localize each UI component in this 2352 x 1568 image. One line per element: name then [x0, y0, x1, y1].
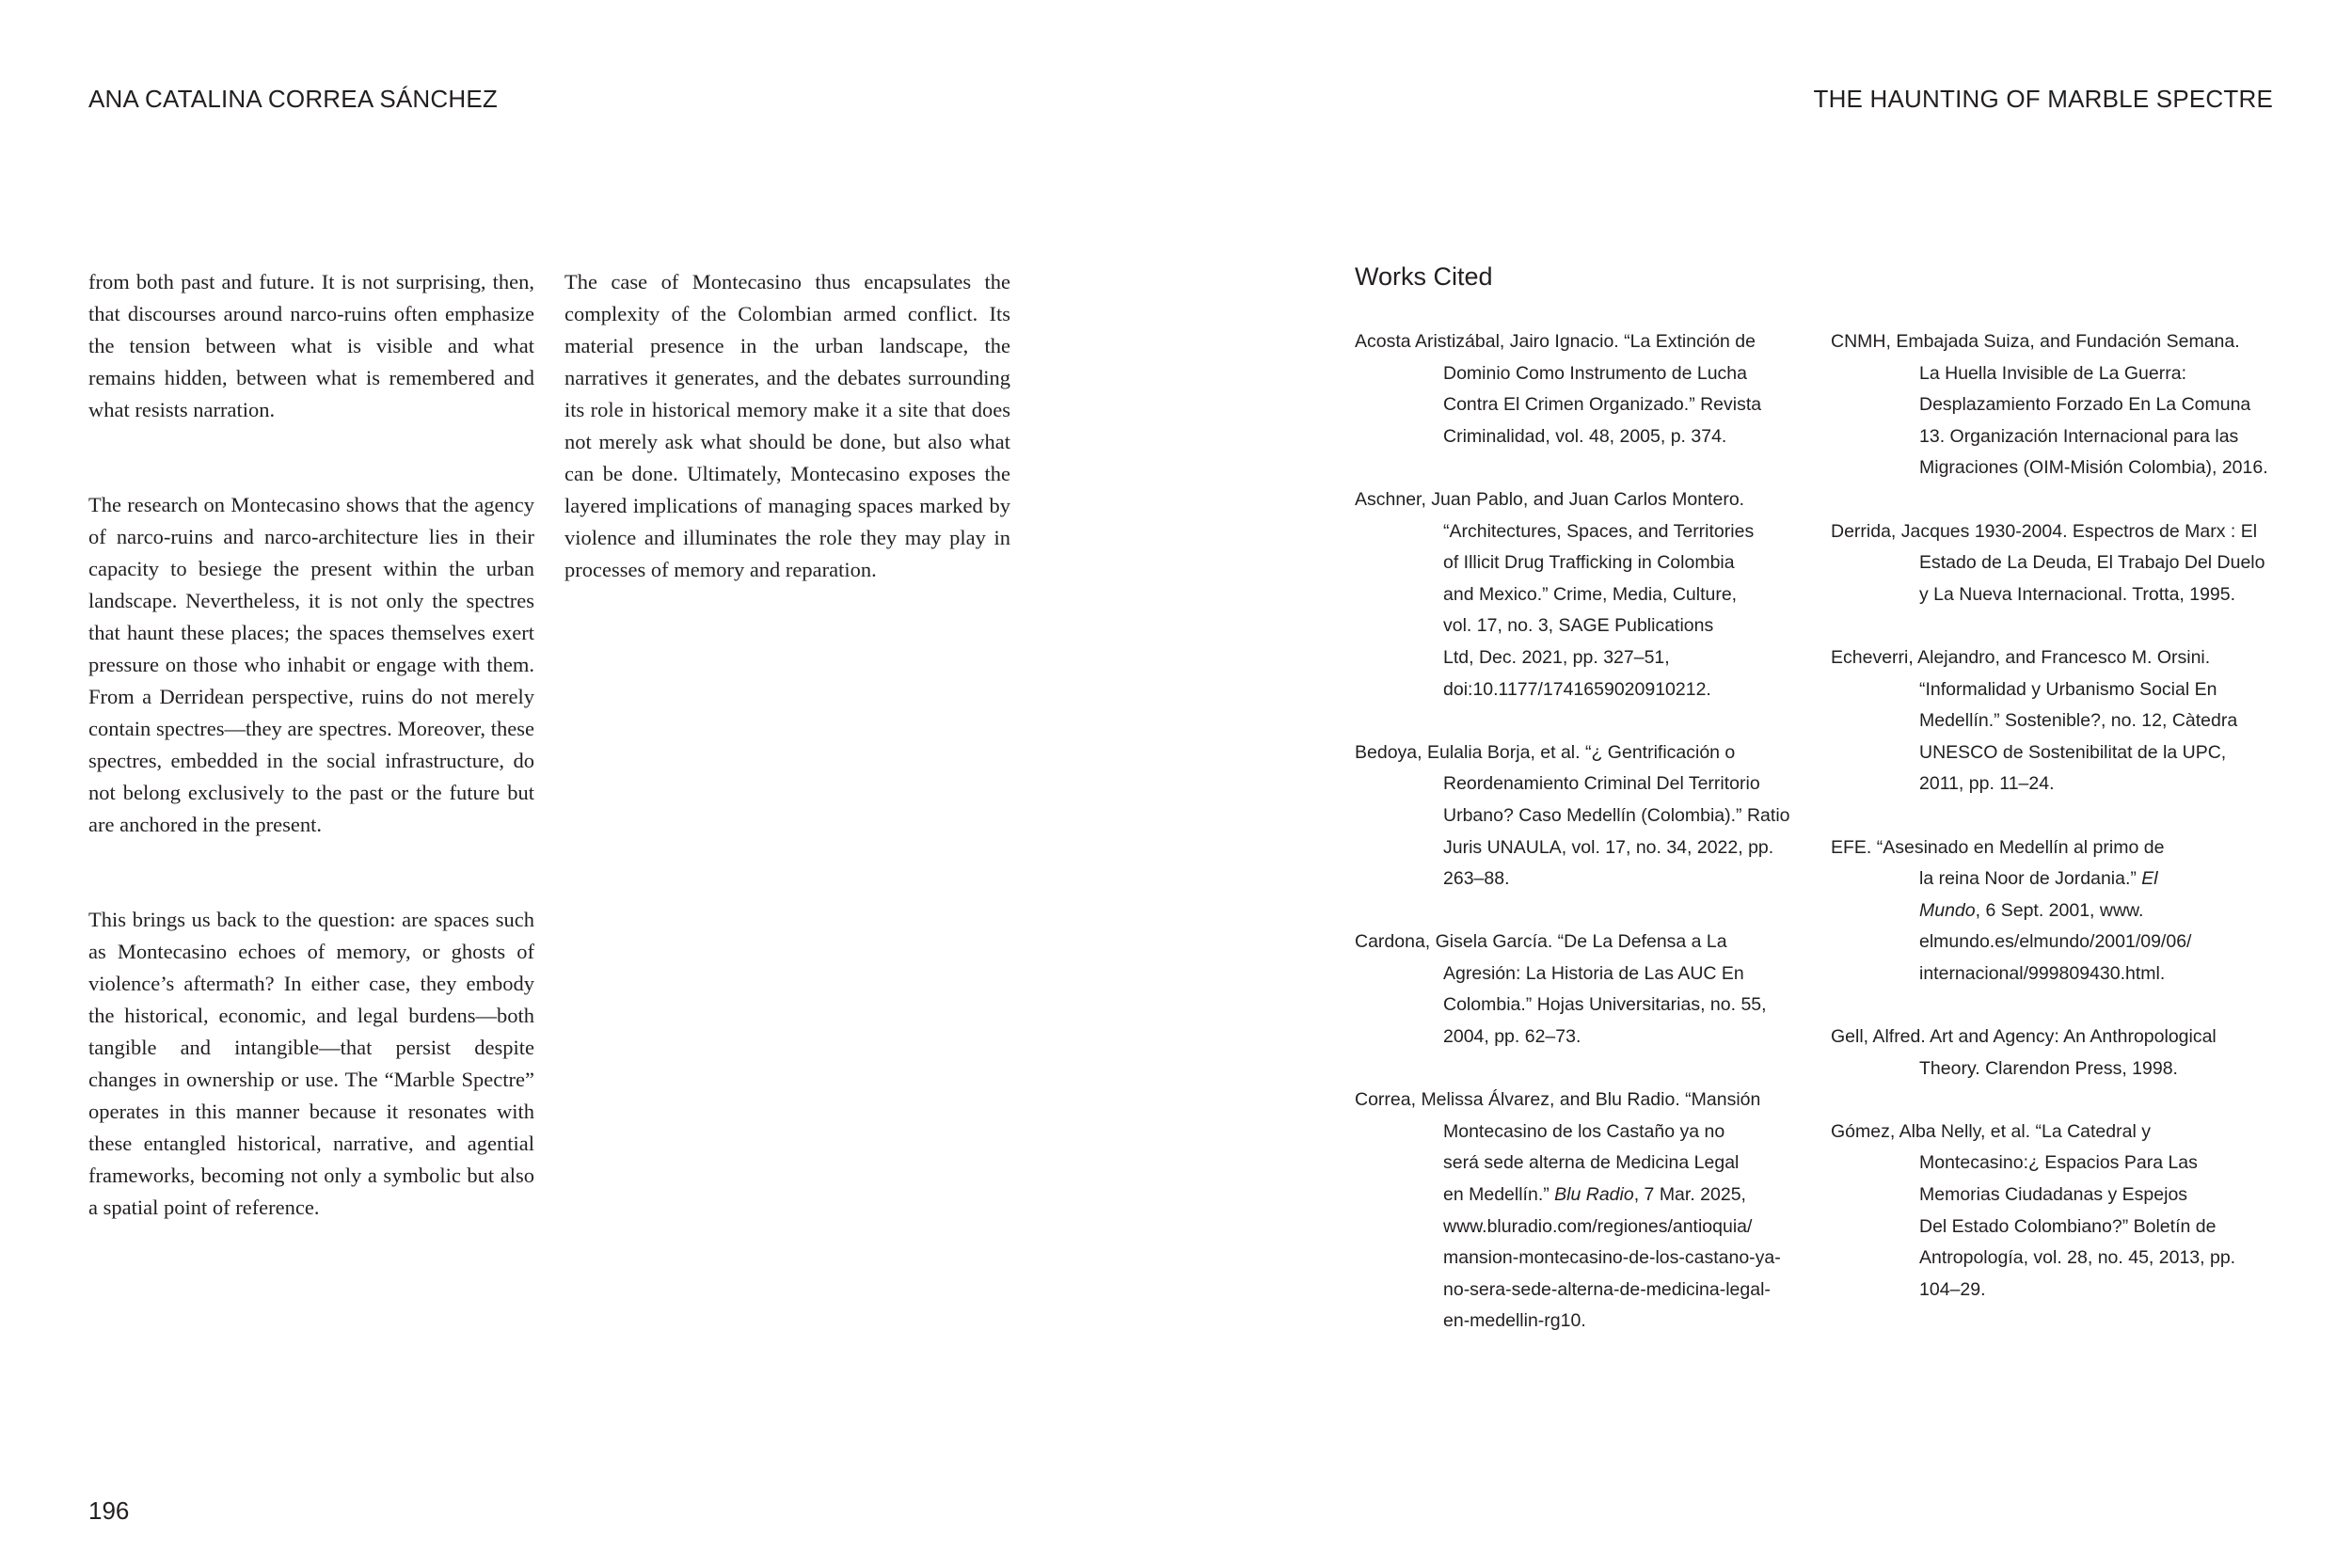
citation-entry — [1355, 737, 1825, 895]
body-paragraph: This brings us back to the question: are spaces such as Montecasino echoes of memory, or ghosts of violence’s aftermath? In either case, they embody the historical, economic, and legal burdens—both tangible and intangible—that persist despite changes in ownership or use. The “Marble Spectre” operates in this manner because it resonates with these entangled historical, narrative, and agential frameworks, becoming not only a symbolic but also a spatial point of reference. — [88, 908, 534, 1219]
page-number: 196 — [88, 1497, 130, 1525]
citation-line: Medellín.” Sostenible?, no. 12, Càtedra — [1919, 710, 2238, 732]
citation-text: la reina Noor de Jordania.” — [1919, 868, 2142, 890]
citation-line: Reordenamiento Criminal Del Territorio — [1443, 773, 1760, 795]
citation-line: www.bluradio.com/regiones/antioquia/ — [1443, 1215, 1753, 1237]
citation-line: Derrida, Jacques 1930-2004. Espectros de Marx : El — [1831, 520, 2258, 542]
citation-line: Criminalidad, vol. 48, 2005, p. 374. — [1443, 425, 1727, 447]
citation-line: 104–29. — [1919, 1278, 1986, 1300]
citation-line: CNMH, Embajada Suiza, and Fundación Semana. — [1831, 331, 2240, 352]
body-column-1 — [88, 266, 534, 1224]
citation-line: elmundo.es/elmundo/2001/09/06/ — [1919, 931, 2192, 953]
citation-line: Gómez, Alba Nelly, et al. “La Catedral y — [1831, 1120, 2151, 1142]
citation-line: Colombia.” Hojas Universitarias, no. 55, — [1443, 994, 1767, 1016]
citation-line: Memorias Ciudadanas y Espejos — [1919, 1184, 2188, 1206]
works-cited-column-left — [1355, 326, 1825, 1338]
citation-italic-source: Blu Radio — [1554, 1184, 1634, 1206]
citation-line: Montecasino de los Castaño ya no — [1443, 1120, 1725, 1142]
citation-line: 2011, pp. 11–24. — [1919, 773, 2055, 795]
running-head-author: ANA CATALINA CORREA SÁNCHEZ — [88, 85, 498, 113]
citation-line: vol. 17, no. 3, SAGE Publications — [1443, 615, 1714, 637]
body-paragraph: The research on Montecasino shows that the agency of narco-ruins and narco-architecture lies in their capacity to besiege the present within the urban landscape. Nevertheless, it is not only the spectres that haunt these places; the spaces themselves exert pressure on those who inhabit or engage with them. From a Derridean perspective, ruins do not merely contain spectres—they are spectres. Moreover, these spectres, embedded in the social infrastructure, do not belong exclusively to the past or the future but are anchored in the present. — [88, 493, 534, 836]
citation-line: Aschner, Juan Pablo, and Juan Carlos Montero. — [1355, 488, 1745, 510]
citation-line: Desplazamiento Forzado En La Comuna — [1919, 394, 2251, 416]
citation-line: “Informalidad y Urbanismo Social En — [1919, 678, 2217, 700]
citation-entry — [1831, 326, 2282, 484]
citation-line: Del Estado Colombiano?” Boletín de — [1919, 1215, 2217, 1237]
citation-line: Theory. Clarendon Press, 1998. — [1919, 1057, 2178, 1079]
citation-line: Acosta Aristizábal, Jairo Ignacio. “La Extinción de — [1355, 331, 1756, 352]
citation-entry — [1831, 516, 2282, 611]
citation-line: internacional/999809430.html. — [1919, 962, 2166, 984]
citation-entry — [1831, 1022, 2282, 1085]
citation-line: of Illicit Drug Trafficking in Colombia — [1443, 552, 1735, 574]
body-column-2 — [564, 266, 1010, 586]
citation-entry — [1355, 326, 1825, 452]
citation-line: Echeverri, Alejandro, and Francesco M. Orsini. — [1831, 646, 2211, 668]
citation-line: Ltd, Dec. 2021, pp. 327–51, — [1443, 646, 1670, 668]
citation-line: Gell, Alfred. Art and Agency: An Anthropological — [1831, 1026, 2217, 1048]
citation-italic-source: El — [2141, 868, 2158, 890]
citation-line: EFE. “Asesinado en Medellín al primo de — [1831, 836, 2165, 858]
citation-line: será sede alterna de Medicina Legal — [1443, 1152, 1740, 1174]
citation-line: Correa, Melissa Álvarez, and Blu Radio. “Mansión — [1355, 1089, 1761, 1111]
citation-line: and Mexico.” Crime, Media, Culture, — [1443, 583, 1738, 605]
citation-line: 2004, pp. 62–73. — [1443, 1026, 1581, 1048]
citation-line: Dominio Como Instrumento de Lucha — [1443, 362, 1747, 384]
citation-line: UNESCO de Sostenibilitat de la UPC, — [1919, 741, 2227, 763]
works-cited-heading: Works Cited — [1355, 262, 1493, 291]
citation-line: La Huella Invisible de La Guerra: — [1919, 362, 2186, 384]
citation-line: Bedoya, Eulalia Borja, et al. “¿ Gentrificación o — [1355, 741, 1736, 763]
citation-entry — [1355, 1085, 1825, 1338]
citation-line — [1831, 863, 2282, 895]
works-cited-column-right — [1831, 326, 2282, 1306]
citation-line: Contra El Crimen Organizado.” Revista — [1443, 394, 1762, 416]
citation-entry — [1355, 927, 1825, 1053]
citation-line: 13. Organización Internacional para las — [1919, 425, 2239, 447]
citation-line — [1355, 1180, 1825, 1212]
citation-line: Juris UNAULA, vol. 17, no. 34, 2022, pp. — [1443, 836, 1774, 858]
citation-line: “Architectures, Spaces, and Territories — [1443, 520, 1755, 542]
citation-entry — [1831, 1117, 2282, 1307]
citation-line: en-medellin-rg10. — [1443, 1310, 1586, 1332]
citation-line: mansion-montecasino-de-los-castano-ya- — [1443, 1247, 1781, 1269]
citation-line: Montecasino:¿ Espacios Para Las — [1919, 1152, 2198, 1174]
citation-line: Agresión: La Historia de Las AUC En — [1443, 962, 1744, 984]
citation-line: Cardona, Gisela García. “De La Defensa a La — [1355, 931, 1727, 953]
citation-line: doi:10.1177/1741659020910212. — [1443, 678, 1711, 700]
citation-entry — [1831, 832, 2282, 990]
citation-line: Migraciones (OIM-Misión Colombia), 2016. — [1919, 457, 2268, 479]
body-paragraph: The case of Montecasino thus encapsulates the complexity of the Colombian armed conflict. Its material presence in the urban landscape, the narratives it generates, and the debates surrounding its role in historical memory make it a site that does not merely ask what should be done, but also what can be done. Ultimately, Montecasino exposes the layered implications of managing spaces marked by violence and illuminates the role they may play in processes of memory and reparation. — [564, 270, 1010, 581]
citation-line: y La Nueva Internacional. Trotta, 1995. — [1919, 583, 2236, 605]
citation-entry — [1831, 642, 2282, 800]
citation-line: Estado de La Deuda, El Trabajo Del Duelo — [1919, 552, 2265, 574]
body-paragraph: from both past and future. It is not surprising, then, that discourses around narco-ruins often emphasize the tension between what is visible and what remains hidden, between what is remembered and what resists narration. — [88, 270, 534, 421]
running-head-title: THE HAUNTING OF MARBLE SPECTRE — [1813, 85, 2273, 113]
citation-line — [1831, 895, 2282, 927]
citation-line: Urbano? Caso Medellín (Colombia).” Ratio — [1443, 804, 1790, 826]
citation-entry — [1355, 484, 1825, 705]
citation-text: en Medellín.” — [1443, 1184, 1555, 1206]
citation-italic-source: Mundo — [1919, 899, 1976, 921]
citation-text: , 6 Sept. 2001, www. — [1975, 899, 2144, 921]
citation-line: Antropología, vol. 28, no. 45, 2013, pp. — [1919, 1247, 2236, 1269]
citation-text: , 7 Mar. 2025, — [1633, 1184, 1746, 1206]
citation-line: 263–88. — [1443, 868, 1510, 890]
citation-line: no-sera-sede-alterna-de-medicina-legal- — [1443, 1278, 1771, 1300]
